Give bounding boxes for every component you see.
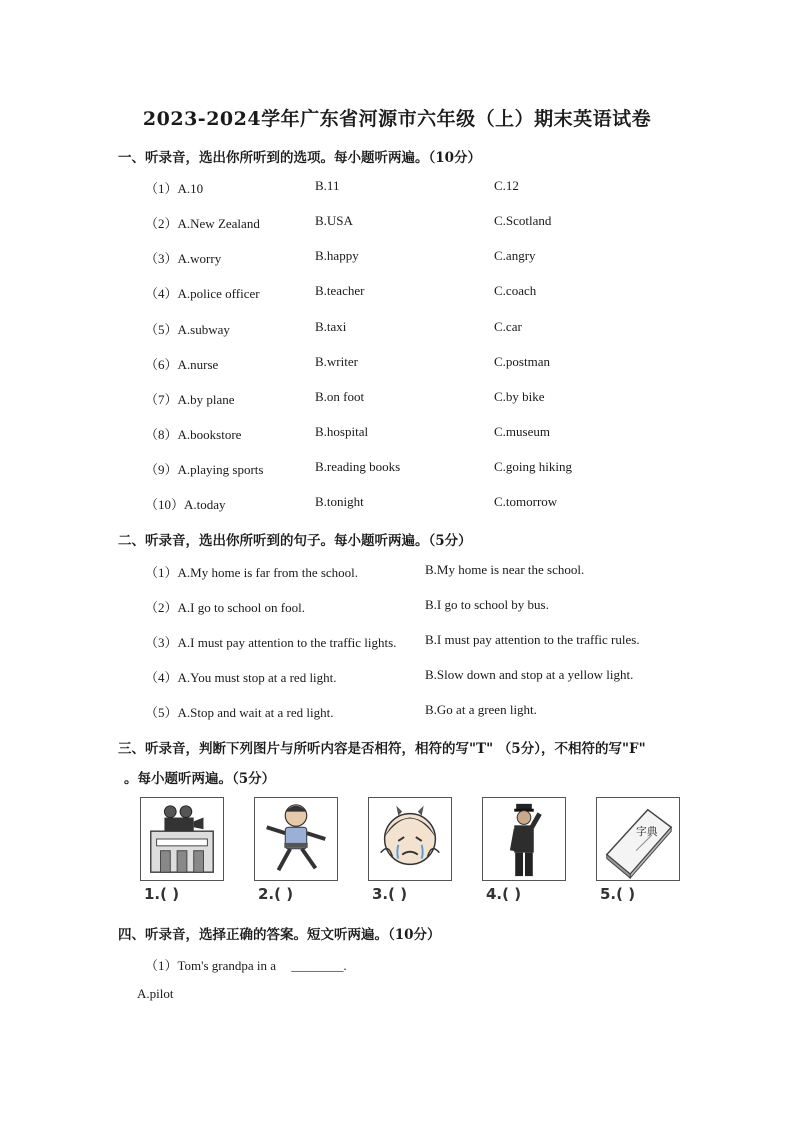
sentence-a: A.I go to school on fool. [177, 600, 305, 615]
sentence-b: B.Go at a green light. [425, 702, 537, 717]
s1-item [0, 248, 794, 268]
s1-item [0, 283, 794, 303]
cinema-icon [141, 798, 223, 880]
s1-item [0, 389, 794, 409]
item-number: （2） [145, 216, 178, 231]
s1-item [0, 319, 794, 339]
s1-item [0, 424, 794, 444]
question-text: Tom's grandpa in a [177, 958, 277, 973]
option-c: C.museum [494, 424, 550, 439]
item-number: （3） [145, 635, 178, 650]
picture-1 [140, 797, 224, 881]
s2-item [0, 667, 794, 687]
option-c: C.coach [494, 283, 537, 298]
item-number: （9） [145, 462, 178, 477]
s1-item [0, 459, 794, 479]
option-b: B.teacher [315, 283, 365, 298]
s1-item [0, 494, 794, 514]
dictionary-label: 字典 [636, 825, 658, 839]
s4-option-a: A.pilot [137, 986, 174, 1001]
option-b: B.reading books [315, 459, 401, 474]
answer-blank-3[interactable]: 3.( ) [372, 885, 408, 903]
dictionary-icon [597, 798, 679, 880]
option-c: C.tomorrow [494, 494, 558, 509]
option-b: B.11 [315, 178, 340, 193]
section1-heading: 一、听录音，选出你所听到的选项。每小题听两遍。（10分） [118, 150, 482, 166]
sentence-b: B.I must pay attention to the traffic rules. [425, 632, 640, 647]
item-number: （1） [145, 565, 178, 580]
s2-item [0, 702, 794, 722]
item-number: （6） [145, 357, 178, 372]
item-number: （7） [145, 392, 178, 407]
option-a: A.worry [177, 251, 222, 266]
s1-item [0, 354, 794, 374]
option-b: B.tonight [315, 494, 364, 509]
option-c: C.Scotland [494, 213, 552, 228]
answer-blank-5[interactable]: 5.( ) [600, 885, 636, 903]
option-c: C.12 [494, 178, 519, 193]
item-number: （2） [145, 600, 178, 615]
option-a: A.by plane [177, 392, 235, 407]
option-c: C.car [494, 319, 522, 334]
option-c: C.by bike [494, 389, 545, 404]
option-a: A.10 [177, 181, 204, 196]
option-a: A.subway [177, 322, 230, 337]
item-number: （1） [145, 181, 178, 196]
item-number: （3） [145, 251, 178, 266]
s2-item [0, 632, 794, 652]
sentence-a: A.My home is far from the school. [177, 565, 359, 580]
item-number: （5） [145, 322, 178, 337]
sentence-b: B.My home is near the school. [425, 562, 585, 577]
item-number: （5） [145, 705, 178, 720]
option-b: B.on foot [315, 389, 365, 404]
option-a: A.today [184, 497, 226, 512]
picture-2 [254, 797, 338, 881]
option-b: B.writer [315, 354, 358, 369]
sentence-a: A.Stop and wait at a red light. [177, 705, 334, 720]
option-c: C.going hiking [494, 459, 573, 474]
option-a: A.police officer [177, 286, 260, 301]
option-c: C.postman [494, 354, 550, 369]
s2-item [0, 562, 794, 582]
picture-5 [596, 797, 680, 881]
section2-heading: 二、听录音，选出你所听到的句子。每小题听两遍。（5分） [118, 533, 472, 549]
page-title: 2023-2024学年广东省河源市六年级（上）期末英语试卷 [142, 108, 652, 130]
s1-item [0, 178, 794, 198]
police-officer-icon [483, 798, 565, 880]
sentence-a: A.I must pay attention to the traffic lights. [177, 635, 397, 650]
option-a: A.playing sports [177, 462, 264, 477]
option-b: B.hospital [315, 424, 369, 439]
option-a: A.nurse [177, 357, 219, 372]
s1-item [0, 213, 794, 233]
item-number: （10） [145, 497, 185, 512]
option-b: B.happy [315, 248, 359, 263]
option-a: A.New Zealand [177, 216, 260, 231]
sentence-a: A.You must stop at a red light. [177, 670, 337, 685]
item-number: （4） [145, 286, 178, 301]
picture-4 [482, 797, 566, 881]
answer-blank-1[interactable]: 1.( ) [144, 885, 180, 903]
sentence-b: B.I go to school by bus. [425, 597, 549, 612]
s2-item [0, 597, 794, 617]
section4-heading: 四、听录音，选择正确的答案。短文听两遍。（10分） [118, 927, 441, 943]
answer-blank-2[interactable]: 2.( ) [258, 885, 294, 903]
picture-3 [368, 797, 452, 881]
item-number: （4） [145, 670, 178, 685]
kungfu-boy-icon [255, 798, 337, 880]
option-a: A.bookstore [177, 427, 242, 442]
picture-row [140, 797, 680, 907]
s4-question-1 [145, 955, 347, 974]
option-c: C.angry [494, 248, 536, 263]
item-number: （1） [145, 958, 178, 973]
section3-heading: 三、听录音，判断下列图片与所听内容是否相符，相符的写"T" （5分），不相符的写"F" [118, 741, 646, 757]
item-number: （8） [145, 427, 178, 442]
option-b: B.USA [315, 213, 353, 228]
crying-girl-icon [369, 798, 451, 880]
answer-blank[interactable]: ________. [291, 958, 347, 973]
answer-blank-4[interactable]: 4.( ) [486, 885, 522, 903]
sentence-b: B.Slow down and stop at a yellow light. [425, 667, 634, 682]
section3-heading-cont: 。每小题听两遍。（5分） [124, 771, 276, 787]
option-b: B.taxi [315, 319, 347, 334]
